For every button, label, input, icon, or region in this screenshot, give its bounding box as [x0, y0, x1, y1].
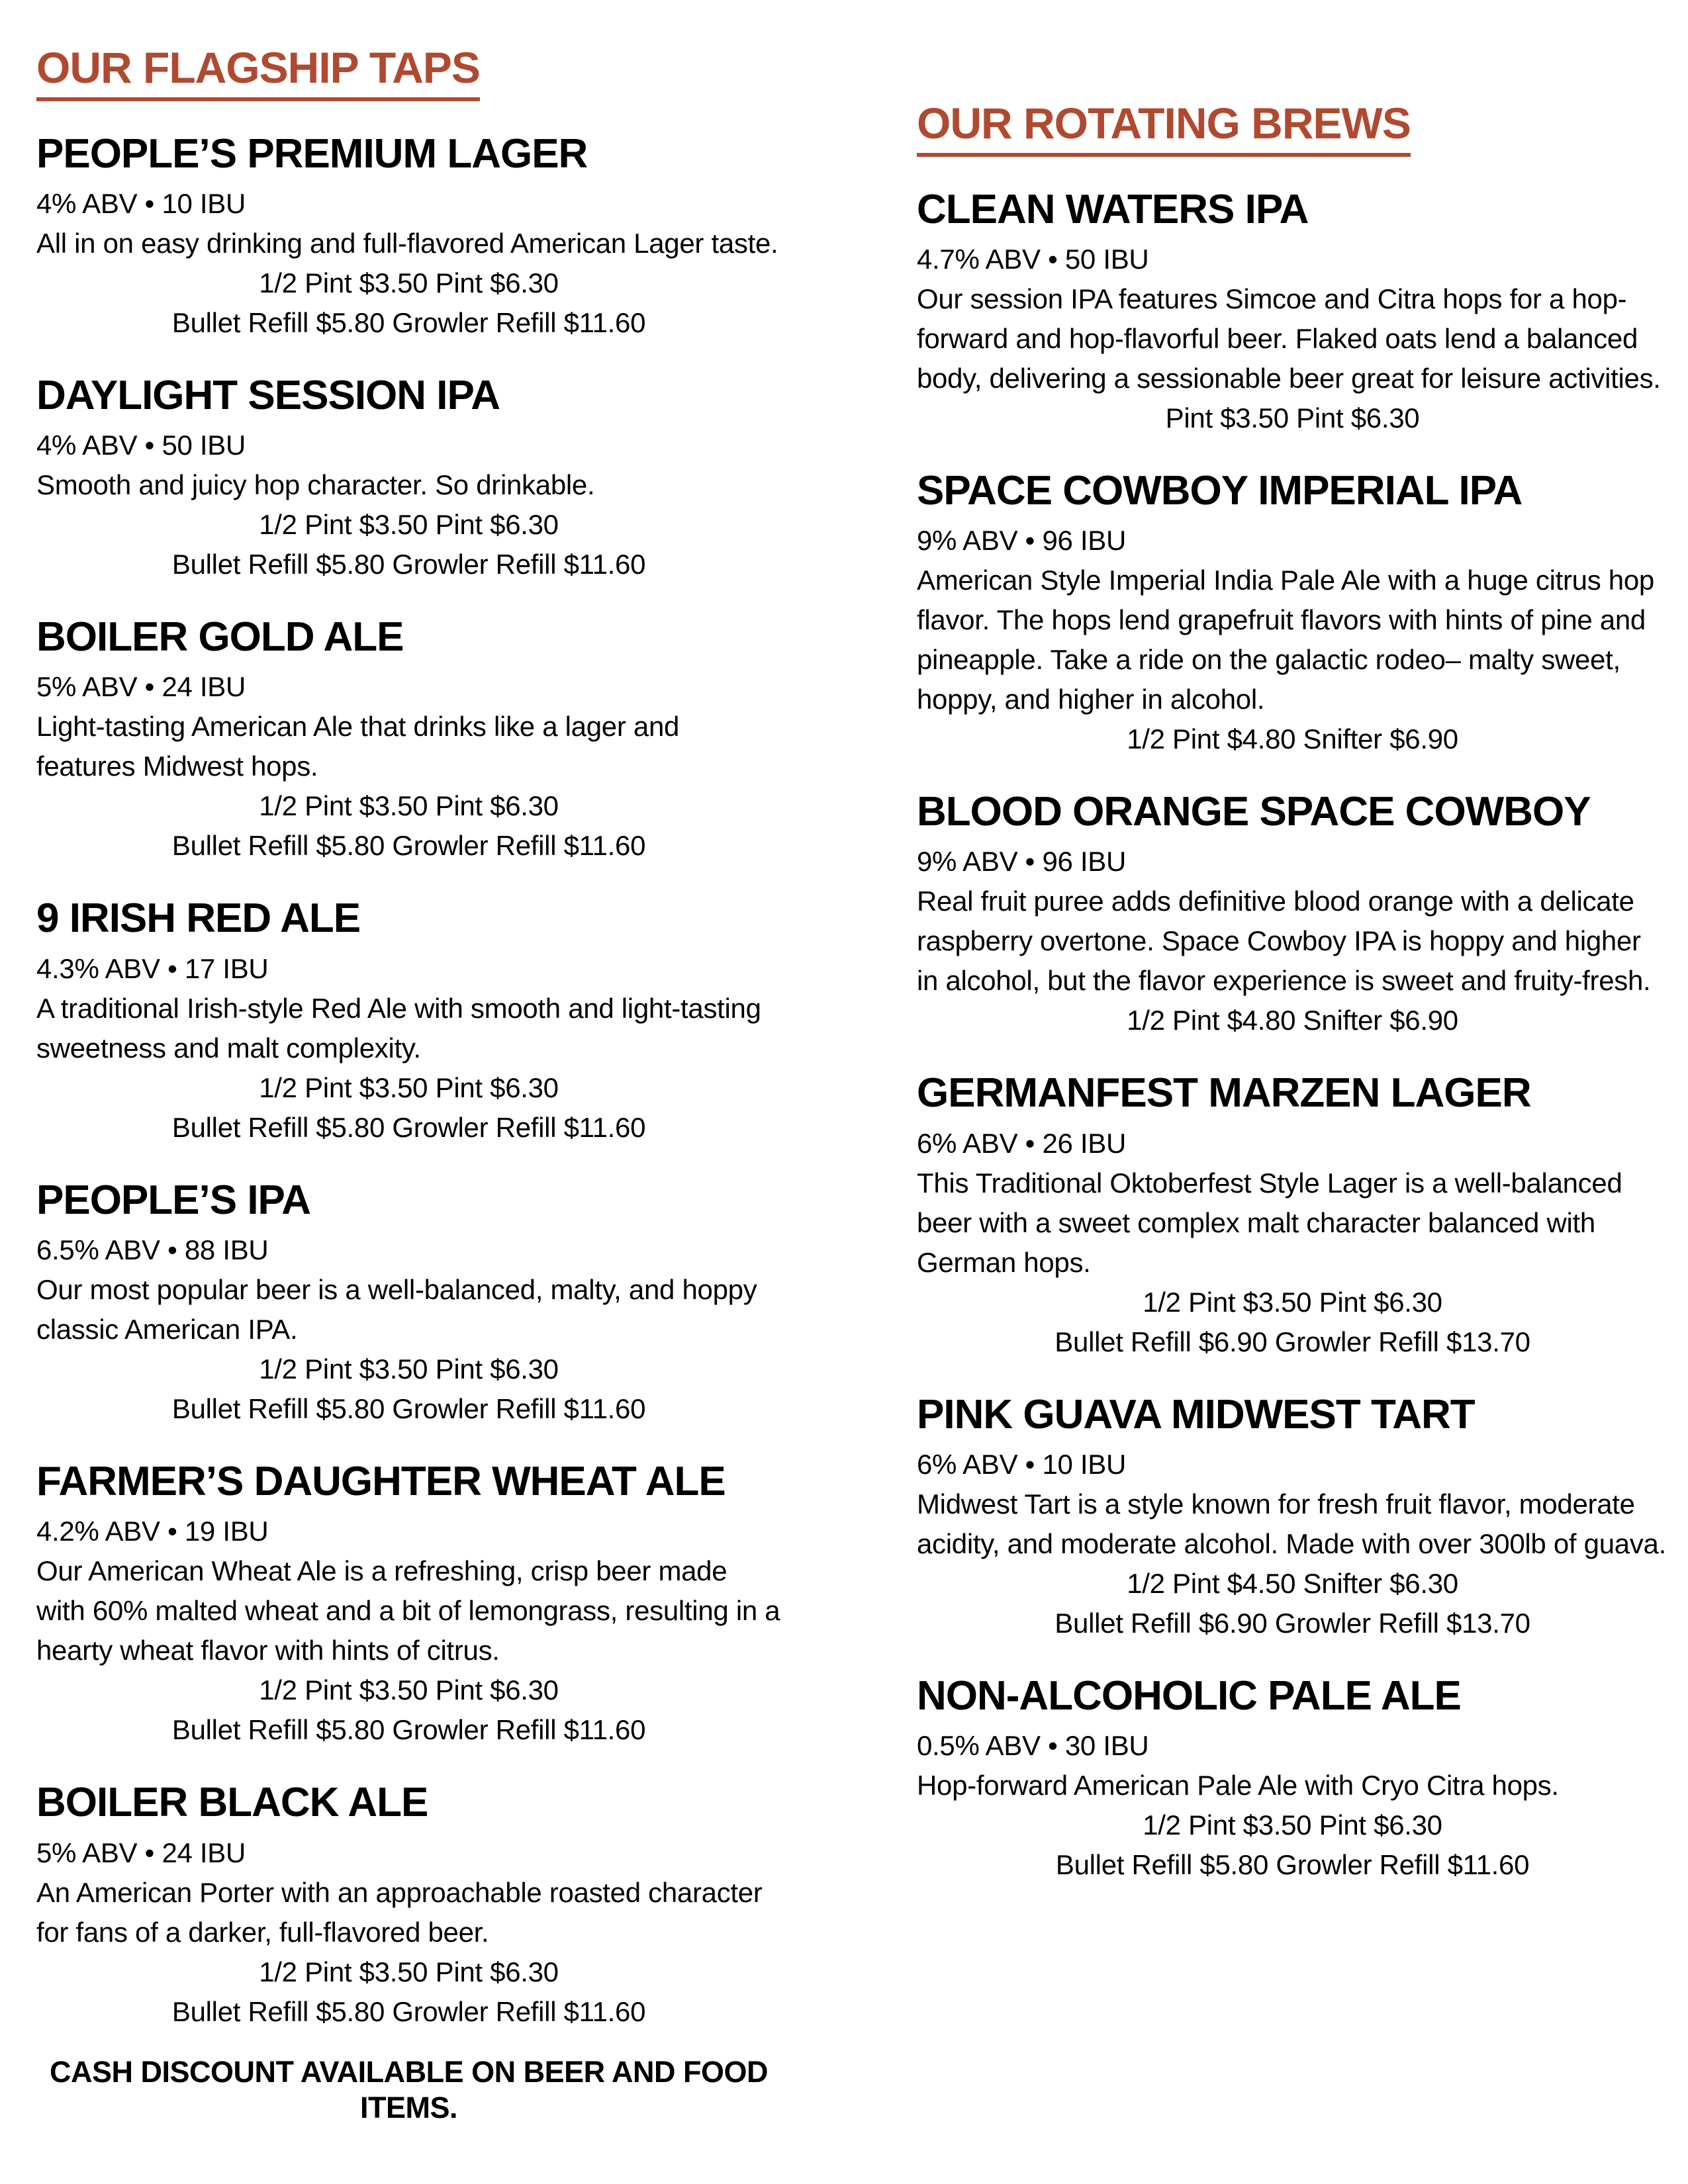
beer-description: Smooth and juicy hop character. So drinkable. — [36, 469, 595, 501]
beer-stats: 5% ABV • 24 IBU — [36, 671, 246, 703]
beer-price-line: 1/2 Pint $3.50 Pint $6.30 — [1143, 1286, 1442, 1318]
beer-price-line: Bullet Refill $5.80 Growler Refill $11.60 — [171, 830, 646, 862]
beer-entry — [36, 130, 781, 343]
beer-name: 9 IRISH RED ALE — [36, 895, 361, 942]
beer-price-line: Bullet Refill $6.90 Growler Refill $13.70 — [1055, 1608, 1530, 1639]
beer-price-line: Pint $3.50 Pint $6.30 — [1165, 402, 1420, 433]
beer-list — [917, 186, 1668, 1886]
beer-name: BOILER BLACK ALE — [36, 1780, 428, 1826]
beer-stats: 4% ABV • 10 IBU — [36, 187, 246, 219]
beer-price-line: 1/2 Pint $3.50 Pint $6.30 — [259, 1956, 559, 1987]
rotating-column — [917, 99, 1668, 1885]
beer-price-line: 1/2 Pint $4.80 Snifter $6.90 — [1127, 1005, 1458, 1036]
rotating-section-heading-text: OUR ROTATING BREWS — [917, 99, 1411, 157]
beer-stats: 0.5% ABV • 30 IBU — [917, 1730, 1149, 1762]
beer-description: American Style Imperial India Pale Ale with a huge citrus hop flavor. The hops lend grapefruit flavors with hints of pine and pineapple. Take a ride on the galactic rodeo– malty sweet, hoppy, and higher in alcohol. — [917, 565, 1654, 715]
beer-name: BLOOD ORANGE SPACE COWBOY — [917, 789, 1591, 835]
beer-price-line: Bullet Refill $5.80 Growler Refill $11.60 — [171, 1995, 646, 2027]
beer-entry — [917, 186, 1668, 438]
beer-name: BOILER GOLD ALE — [36, 614, 404, 660]
beer-description: Our most popular beer is a well-balanced, malty, and hoppy classic American IPA. — [36, 1274, 757, 1345]
beer-entry — [917, 1672, 1668, 1885]
beer-stats: 9% ABV • 96 IBU — [917, 846, 1127, 878]
beer-entry — [36, 1177, 781, 1429]
beer-price-line: 1/2 Pint $3.50 Pint $6.30 — [1143, 1809, 1442, 1841]
beer-entry — [917, 1069, 1668, 1361]
beer-price-line: Bullet Refill $5.80 Growler Refill $11.60 — [1055, 1849, 1530, 1881]
beer-name: FARMER’S DAUGHTER WHEAT ALE — [36, 1459, 726, 1505]
beer-price-line: Bullet Refill $5.80 Growler Refill $11.60 — [171, 306, 646, 338]
beer-stats: 5% ABV • 24 IBU — [36, 1837, 246, 1868]
beer-price-line: Bullet Refill $5.80 Growler Refill $11.60 — [171, 1393, 646, 1425]
beer-price-line: Bullet Refill $5.80 Growler Refill $11.60 — [171, 1111, 646, 1143]
beer-price-line: 1/2 Pint $3.50 Pint $6.30 — [259, 509, 559, 541]
beer-price-line: Bullet Refill $6.90 Growler Refill $13.70 — [1055, 1326, 1530, 1357]
beer-description: Midwest Tart is a style known for fresh fruit flavor, moderate acidity, and moderate alcohol. Made with over 300lb of guava. — [917, 1488, 1666, 1560]
beer-price-line: Bullet Refill $5.80 Growler Refill $11.60 — [171, 549, 646, 580]
beer-stats: 9% ABV • 96 IBU — [917, 525, 1127, 557]
beer-description: Light-tasting American Ale that drinks like a lager and features Midwest hops. — [36, 711, 680, 782]
flagship-column — [36, 44, 781, 2126]
beer-name: PEOPLE’S PREMIUM LAGER — [36, 130, 588, 177]
beer-stats: 4.2% ABV • 19 IBU — [36, 1516, 269, 1547]
beer-price-line: 1/2 Pint $3.50 Pint $6.30 — [259, 1353, 559, 1385]
cash-discount-note: CASH DISCOUNT AVAILABLE ON BEER AND FOOD ITEMS. — [49, 2054, 768, 2124]
beer-entry — [917, 788, 1668, 1040]
beer-price-line: 1/2 Pint $3.50 Pint $6.30 — [259, 790, 559, 822]
beer-entry — [36, 895, 781, 1147]
beer-stats: 6% ABV • 26 IBU — [917, 1127, 1127, 1159]
beer-name: PEOPLE’S IPA — [36, 1177, 311, 1223]
beer-description: This Traditional Oktoberfest Style Lager is a well-balanced beer with a sweet complex malt character balanced with German hops. — [917, 1167, 1622, 1278]
beer-stats: 4% ABV • 50 IBU — [36, 430, 246, 461]
beer-description: A traditional Irish-style Red Ale with smooth and light-tasting sweetness and malt complexity. — [36, 992, 761, 1064]
beer-list — [36, 130, 781, 2032]
beer-entry — [36, 1779, 781, 2031]
beer-entry — [917, 1391, 1668, 1643]
beer-description: An American Porter with an approachable roasted character for fans of a darker, full-flavored beer. — [36, 1876, 763, 1948]
beer-name: DAYLIGHT SESSION IPA — [36, 372, 500, 418]
beer-name: PINK GUAVA MIDWEST TART — [917, 1391, 1475, 1437]
beer-stats: 6.5% ABV • 88 IBU — [36, 1234, 269, 1266]
beer-stats: 6% ABV • 10 IBU — [917, 1449, 1127, 1480]
beer-name: NON-ALCOHOLIC PALE ALE — [917, 1673, 1461, 1719]
beer-price-line: 1/2 Pint $4.50 Snifter $6.30 — [1127, 1568, 1458, 1600]
beer-price-line: 1/2 Pint $3.50 Pint $6.30 — [259, 267, 559, 298]
flagship-section-heading — [36, 44, 781, 101]
beer-description: All in on easy drinking and full-flavored American Lager taste. — [36, 227, 778, 259]
beer-price-line: 1/2 Pint $3.50 Pint $6.30 — [259, 1071, 559, 1103]
beer-description: Our session IPA features Simcoe and Citra hops for a hop-forward and hop-flavorful beer. Flaked oats lend a balanced body, delivering a sessionable beer great for leisure activities. — [917, 283, 1661, 394]
beer-entry — [36, 614, 781, 866]
flagship-section-heading-text: OUR FLAGSHIP TAPS — [36, 44, 480, 101]
beer-stats: 4.3% ABV • 17 IBU — [36, 952, 269, 984]
beer-name: SPACE COWBOY IMPERIAL IPA — [917, 467, 1523, 514]
beer-price-line: 1/2 Pint $4.80 Snifter $6.90 — [1127, 723, 1458, 755]
beer-name: CLEAN WATERS IPA — [917, 186, 1309, 232]
beer-name: GERMANFEST MARZEN LAGER — [917, 1070, 1531, 1116]
beer-entry — [36, 1458, 781, 1750]
beer-price-line: Bullet Refill $5.80 Growler Refill $11.60 — [171, 1714, 646, 1746]
beer-price-line: 1/2 Pint $3.50 Pint $6.30 — [259, 1674, 559, 1706]
beer-stats: 4.7% ABV • 50 IBU — [917, 243, 1149, 275]
beer-description: Hop-forward American Pale Ale with Cryo Citra hops. — [917, 1770, 1559, 1801]
rotating-section-heading — [917, 99, 1668, 157]
beer-entry — [917, 467, 1668, 759]
beer-description: Our American Wheat Ale is a refreshing, crisp beer made with 60% malted wheat and a bit of lemongrass, resulting in a hearty wheat flavor with hints of citrus. — [36, 1555, 780, 1666]
beer-entry — [36, 372, 781, 584]
beer-description: Real fruit puree adds definitive blood orange with a delicate raspberry overtone. Space Cowboy IPA is hoppy and higher in alcohol, but the flavor experience is sweet and fruity-fresh. — [917, 886, 1651, 997]
